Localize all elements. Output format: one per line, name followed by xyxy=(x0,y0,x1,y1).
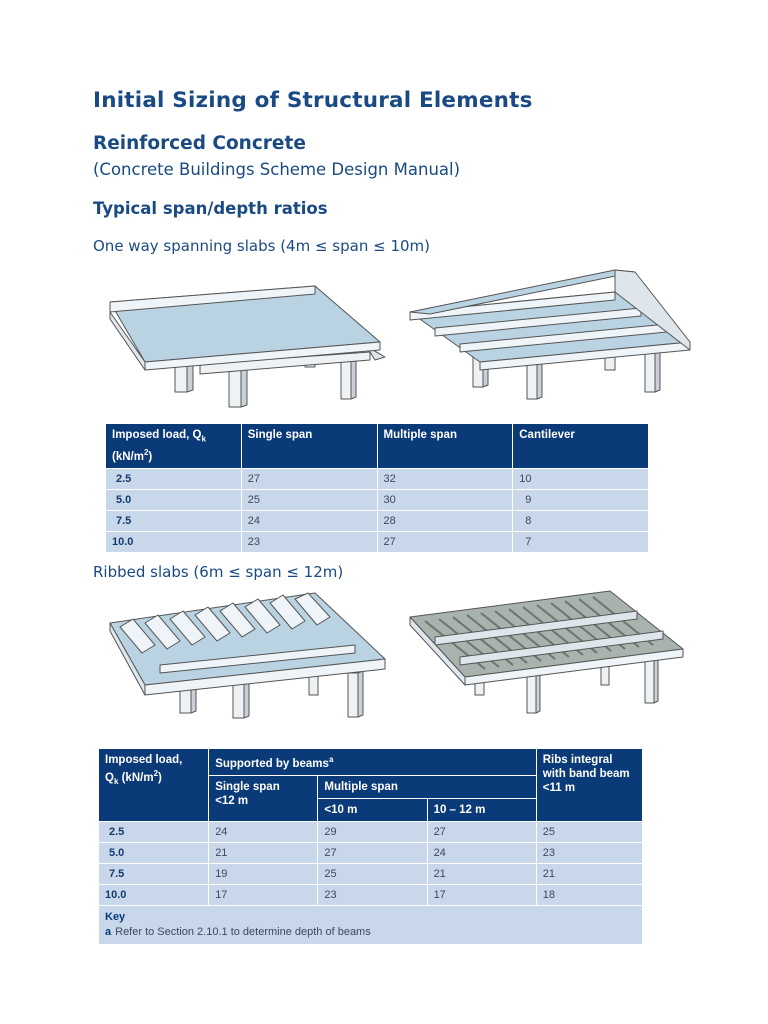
header-single-span: Single span xyxy=(241,424,377,469)
single-span-cell: 19 xyxy=(209,863,318,884)
one-way-slab-multiple-span-illustration xyxy=(405,262,695,402)
one-way-slabs-table xyxy=(105,423,649,553)
ribbed-slabs-table xyxy=(98,748,643,945)
header-multiple-10-12m: 10 – 12 m xyxy=(427,798,536,821)
ribs-integral-cell: 23 xyxy=(536,842,642,863)
load-cell: 7.5 xyxy=(99,863,209,884)
page-title: Initial Sizing of Structural Elements xyxy=(93,88,533,113)
load-cell: 5.0 xyxy=(106,490,242,511)
header-single-span: Single span <12 m xyxy=(209,775,318,821)
single-span-cell: 25 xyxy=(241,490,377,511)
ribbed-slab-beams-illustration xyxy=(105,585,390,720)
multiple-10-12m-cell: 27 xyxy=(427,821,536,842)
cantilever-cell: 10 xyxy=(513,469,649,490)
multiple-10-12m-cell: 21 xyxy=(427,863,536,884)
ribs-integral-cell: 21 xyxy=(536,863,642,884)
ribs-integral-cell: 18 xyxy=(536,884,642,905)
table-row xyxy=(99,821,643,842)
multiple-span-cell: 27 xyxy=(377,532,513,553)
one-way-slabs-heading: One way spanning slabs (4m ≤ span ≤ 10m) xyxy=(93,237,431,255)
multiple-span-cell: 28 xyxy=(377,511,513,532)
single-span-cell: 27 xyxy=(241,469,377,490)
ratios-heading: Typical span/depth ratios xyxy=(93,199,328,218)
single-span-cell: 21 xyxy=(209,842,318,863)
load-cell: 10.0 xyxy=(99,884,209,905)
cantilever-cell: 9 xyxy=(513,490,649,511)
single-span-cell: 23 xyxy=(241,532,377,553)
single-span-cell: 17 xyxy=(209,884,318,905)
table-row xyxy=(106,490,649,511)
cantilever-cell: 8 xyxy=(513,511,649,532)
single-span-cell: 24 xyxy=(209,821,318,842)
table-row xyxy=(99,863,643,884)
table-row xyxy=(99,842,643,863)
multiple-under-10m-cell: 25 xyxy=(318,863,427,884)
section-title: Reinforced Concrete xyxy=(93,133,306,154)
multiple-under-10m-cell: 23 xyxy=(318,884,427,905)
multiple-span-cell: 30 xyxy=(377,490,513,511)
load-cell: 2.5 xyxy=(106,469,242,490)
load-cell: 7.5 xyxy=(106,511,242,532)
multiple-span-cell: 32 xyxy=(377,469,513,490)
multiple-under-10m-cell: 27 xyxy=(318,842,427,863)
table-row xyxy=(106,532,649,553)
source-reference: (Concrete Buildings Scheme Design Manual) xyxy=(93,160,461,179)
multiple-under-10m-cell: 29 xyxy=(318,821,427,842)
ribbed-slabs-heading: Ribbed slabs (6m ≤ span ≤ 12m) xyxy=(93,563,344,581)
table-key-row xyxy=(99,905,643,944)
key-note: a Refer to Section 2.10.1 to determine depth of beams xyxy=(105,925,371,938)
multiple-10-12m-cell: 17 xyxy=(427,884,536,905)
ribs-integral-cell: 25 xyxy=(536,821,642,842)
load-cell: 5.0 xyxy=(99,842,209,863)
one-way-slab-beams-illustration xyxy=(105,272,390,412)
ribbed-slab-band-beam-illustration xyxy=(405,585,690,720)
multiple-10-12m-cell: 24 xyxy=(427,842,536,863)
header-imposed-load: Imposed load, $Q_k$ $(kN/m^2)$ xyxy=(99,749,209,822)
header-ribs-integral: Ribs integral with band beam <11 m xyxy=(536,749,642,822)
table-key xyxy=(99,905,643,944)
load-cell: 2.5 xyxy=(99,821,209,842)
header-multiple-under-10m: <10 m xyxy=(318,798,427,821)
header-cantilever: Cantilever xyxy=(513,424,649,469)
key-heading: Key xyxy=(105,910,126,923)
header-multiple-span: Multiple span xyxy=(377,424,513,469)
cantilever-cell: 7 xyxy=(513,532,649,553)
header-supported-by-beams: Supported by beams$^a$ xyxy=(209,749,537,776)
table-row xyxy=(106,511,649,532)
header-multiple-span: Multiple span xyxy=(318,775,536,798)
load-cell: 10.0 xyxy=(106,532,242,553)
table-row xyxy=(106,469,649,490)
table-row xyxy=(99,884,643,905)
single-span-cell: 24 xyxy=(241,511,377,532)
header-imposed-load: Imposed load, $Q_k$ $(kN/m^2)$ xyxy=(106,424,242,469)
